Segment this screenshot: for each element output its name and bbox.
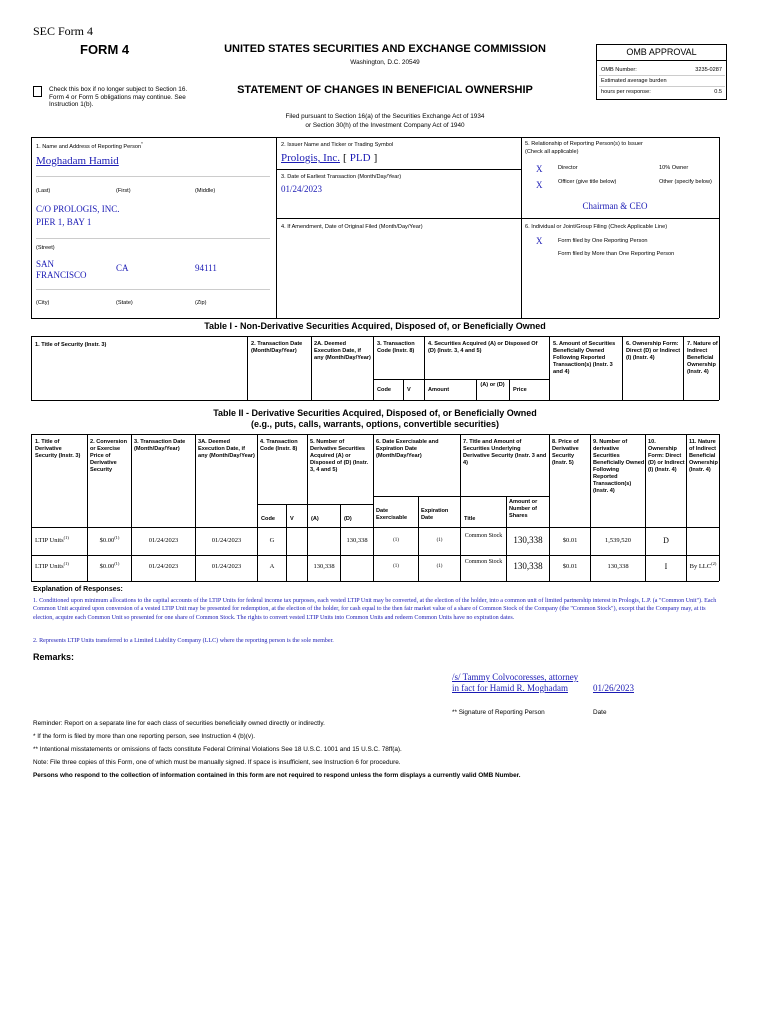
t2-h9: 9. Number of derivative Securities Beneficially Owned Following Reported Transaction(s) (Instr. 4) [593,439,645,494]
issuer-ticker: PLD [349,152,371,164]
omb-burden-label: Estimated average burden [601,78,667,84]
t2-sub-code: Code [261,516,275,522]
row-price: $0.01 [562,563,578,570]
zip-value: 94111 [195,263,217,273]
signature-label: ** Signature of Reporting Person [452,709,545,716]
ten-percent-label: 10% Owner [659,165,689,171]
omb-number-value: 3235-0287 [695,67,722,73]
explanation-title: Explanation of Responses: [33,586,123,593]
t1-sub-aord: (A) or (D) [480,382,505,388]
t1-h6: 6. Ownership Form: Direct (D) or Indirect (I) (Instr. 4) [626,341,681,361]
t2-h4: 4. Transaction Code (Instr. 8) [260,439,298,452]
t1-h7: 7. Nature of Indirect Beneficial Ownership (Instr. 4) [687,341,718,375]
omb-box [596,44,727,100]
zip-label: (Zip) [195,300,207,306]
row-code: G [269,537,275,544]
t2-h7: 7. Title and Amount of Securities Underlying Derivative Security (Instr. 3 and 4) [463,439,547,466]
t2-h6: 6. Date Exercisable and Expiration Date (Month/Day/Year) [376,439,439,459]
row-expiration: (1) [436,538,443,543]
violations-note: ** Intentional misstatements or omissions of facts constitute Federal Criminal Violations See 18 U.S.C. 1001 and 15 U.S.C. 78ff(a). [33,746,402,753]
t1-sub-v: V [407,387,411,393]
row-date: 01/24/2023 [148,563,179,570]
table2-title: Table II - Derivative Securities Acquired, Disposed of, or Beneficially Owned (e.g., puts, calls, warrants, options, convertible securities) [213,408,537,429]
row-underlying-amount: 130,338 [513,535,543,545]
t1-sub-price: Price [513,387,527,393]
t1-sub-code: Code [377,387,391,393]
t2-h1: 1. Title of Derivative Security (Instr. 3) [35,439,81,459]
t2-h11: 11. Nature of Indirect Beneficial Ownership (Instr. 4) [689,439,718,473]
t1-h3: 3. Transaction Code (Instr. 8) [377,341,415,354]
amendment-label: 4. If Amendment, Date of Original Filed (Month/Day/Year) [281,224,423,230]
omb-hours-value: 0.5 [714,89,722,95]
row-conversion-price: $0.00$^{(1)}$ [99,534,120,544]
t1-h2: 2. Transaction Date (Month/Day/Year) [251,341,303,354]
row-underlying-amount: 130,338 [513,561,543,571]
officer-x-mark[interactable]: X [536,180,543,190]
issuer-name-link[interactable]: Prologis, Inc. [281,152,340,164]
form-title: FORM 4 [80,42,130,57]
first-label: (First) [116,188,131,194]
t2-sub-v: V [290,516,294,522]
explanation-note-1: 1. Conditioned upon minimum allocations to the capital accounts of the LTIP Units for federal income tax purposes, each vested LTIP Unit may be converted, at the election of the holder, into a common unit of limited partnership interest in Prologis, L.P. (a "Common Unit"). Each Common Unit acquired upon conversion of a vested LTIP Unit may be presented for redemption, at the election of the holder, for cash equal to the then fair market value of a share of Common Stock of the Company (the "Common Stock"), except that the Company may, at its election, acquire each Common Unit so presented for one share of Common Stock. The rights to convert vested LTIP Units into Common Units and redeem Common Units have no expiration dates. [33,598,717,621]
t1-sub-amount: Amount [428,387,450,393]
table1-title: Table I - Non-Derivative Securities Acquired, Disposed of, or Beneficially Owned [204,321,546,331]
date-label: Date [593,709,607,716]
street-label: (Street) [36,245,55,251]
row-ownership-form: D [663,536,669,545]
t1-h5: 5. Amount of Securities Beneficially Owned Following Reported Transaction(s) (Instr. 3 and 4) [553,341,616,375]
explanation-note-2: 2. Represents LTIP Units transferred to a Limited Liability Company (LLC) where the reporting person is the sole member. [33,638,334,644]
sec-form-label: SEC Form 4 [33,24,94,38]
t2-h8: 8. Price of Derivative Security (Instr. 5) [552,439,579,466]
row-disposed: 130,338 [346,537,368,544]
signature: /s/ Tammy Colvocoresses, attorney in fact for Hamid R. Moghadam [452,672,579,693]
t1-h1: 1. Title of Security (Instr. 3) [35,342,107,348]
t2-sub-a: (A) [311,516,319,522]
t2-h10: 10. Ownership Form: Direct (D) or Indirect (I) (Instr. 4) [648,439,685,473]
row-price: $0.01 [562,537,578,544]
officer-title: Chairman & CEO [582,201,648,211]
last-label: (Last) [36,188,51,194]
reminder-note: Reminder: Report on a separate line for each class of securities beneficially owned directly or indirectly. [33,720,325,727]
state-value: CA [116,263,129,273]
row-acquired: 130,338 [313,563,335,570]
t2-sub-title: Title [464,516,476,522]
omb-note: Persons who respond to the collection of information contained in this form are not required to respond unless the form displays a currently valid OMB Number. [33,772,521,779]
earliest-date-value: 01/24/2023 [281,184,323,194]
row-owned: 1,539,520 [605,537,631,544]
row-ownership-form: I [664,562,668,571]
t2-h3a: 3A. Deemed Execution Date, if any (Month/Day/Year) [198,439,255,459]
t2-sub-expiration: Expiration Date [421,508,449,521]
multiple-persons-note: * If the form is filed by more than one reporting person, see Instruction 4 (b)(v). [33,733,255,740]
row-title: LTIP Units$^{(1)}$ [35,560,69,570]
t2-sub-amount: Amount or Number of Shares [509,499,538,519]
row-exercisable: (1) [393,538,399,543]
row-owned: 130,338 [607,563,629,570]
row-date: 01/24/2023 [148,537,179,544]
issuer-label: 2. Issuer Name and Ticker or Trading Symbol [281,142,394,148]
filing-label: 6. Individual or Joint/Group Filing (Check Applicable Line) [525,224,668,230]
t2-h2: 2. Conversion or Exercise Price of Derivative Security [90,439,127,473]
officer-label: Officer (give title below) [558,179,617,185]
row-conversion-price: $0.00$^{(1)}$ [99,560,120,570]
filing-more-label: Form filed by More than One Reporting Person [558,251,675,257]
row-code: A [269,563,275,570]
reporting-person-name[interactable]: Moghadam Hamid [36,155,119,167]
issuer-name-line: Prologis, Inc. [ PLD ] [281,152,378,164]
copies-note: Note: File three copies of this Form, one of which must be manually signed. If space is insufficient, see Instruction 6 for procedure. [33,759,401,766]
director-x-mark[interactable]: X [536,164,543,174]
signature-date: 01/26/2023 [593,683,635,693]
middle-label: (Middle) [195,188,216,194]
address-line2: PIER 1, BAY 1 [36,217,92,227]
t2-h5: 5. Number of Derivative Securities Acquired (A) or Disposed of (D) (Instr. 3, 4 and 5) [310,439,369,473]
omb-title: OMB APPROVAL [597,45,726,61]
city-value: SAN FRANCISCO [36,259,87,280]
omb-number-label: OMB Number: [601,67,637,73]
row-deemed-date: 01/24/2023 [211,563,242,570]
row-exercisable: (1) [393,564,399,569]
row-deemed-date: 01/24/2023 [211,537,242,544]
director-label: Director [558,165,578,171]
filing-one-label: Form filed by One Reporting Person [558,238,648,244]
filing-x-mark[interactable]: X [536,236,543,246]
row-underlying-title: Common Stock [464,533,503,539]
relationship-sub-label: (Check all applicable) [525,149,579,155]
earliest-date-label: 3. Date of Earliest Transaction (Month/Day/Year) [281,174,402,180]
row-title: LTIP Units$^{(1)}$ [35,534,69,544]
state-label: (State) [116,300,133,306]
relationship-label: 5. Relationship of Reporting Person(s) to Issuer [525,141,643,147]
omb-hours-label: hours per response: [601,89,651,95]
t2-h3: 3. Transaction Date (Month/Day/Year) [134,439,186,452]
row-underlying-title: Common Stock [464,559,503,565]
other-label: Other (specify below) [659,179,712,185]
row-nature: By LLC$^{(2)}$ [689,560,717,570]
t1-h2a: 2A. Deemed Execution Date, if any (Month/Day/Year) [314,341,371,361]
commission-title: UNITED STATES SECURITIES AND EXCHANGE COMMISSION [224,43,546,55]
statement-title: STATEMENT OF CHANGES IN BENEFICIAL OWNERSHIP [237,84,533,96]
filed-line2: or Section 30(h) of the Investment Company Act of 1940 [305,122,465,129]
address-line1: C/O PROLOGIS, INC. [36,204,120,214]
city-label: (City) [36,300,50,306]
reporting-person-label: 1. Name and Address of Reporting Person* [36,141,143,150]
remarks-title: Remarks: [33,652,75,662]
t2-sub-exercisable: Date Exercisable [376,508,408,521]
t1-h4: 4. Securities Acquired (A) or Disposed Of (D) (Instr. 3, 4 and 5) [428,341,538,354]
filed-line1: Filed pursuant to Section 16(a) of the Securities Exchange Act of 1934 [285,113,485,120]
row-expiration: (1) [436,564,443,569]
commission-city: Washington, D.C. 20549 [350,59,420,66]
t2-sub-d: (D) [344,516,352,522]
no-longer-subject-checkbox[interactable] [33,86,42,97]
checkbox-text: Check this box if no longer subject to Section 16. Form 4 or Form 5 obligations may continue. See Instruction 1(b). [49,86,188,108]
